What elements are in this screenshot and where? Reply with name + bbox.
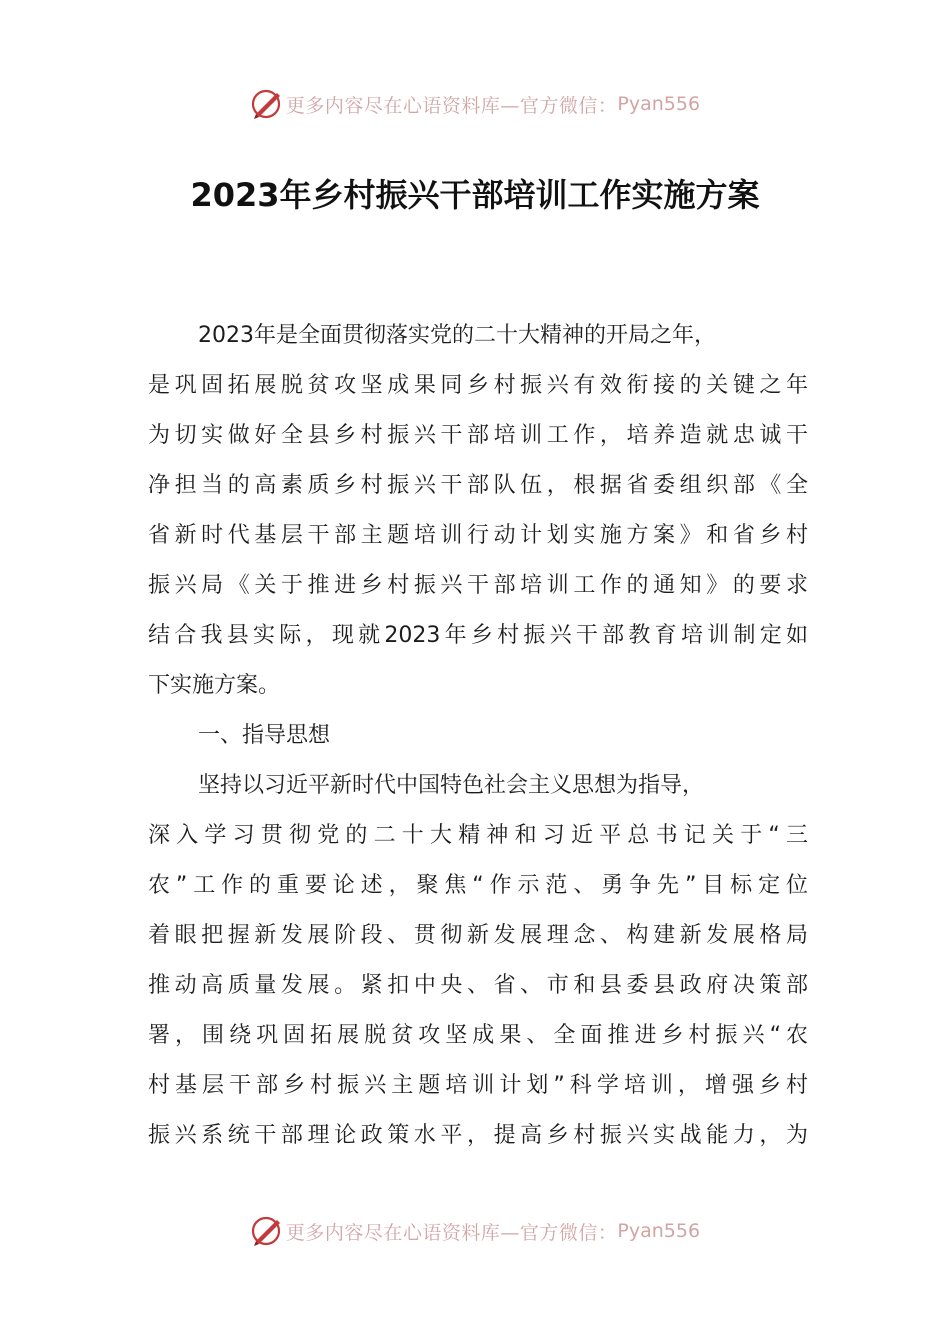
body-line: 是巩固拓展脱贫攻坚成果同乡村振兴有效衔接的关键之年	[148, 373, 808, 398]
watermark-text: 更多内容尽在心语资料库—官方微信：	[285, 94, 618, 117]
body-line: 署，围绕巩固拓展脱贫攻坚成果、全面推进乡村振兴“农	[148, 1023, 808, 1048]
pen-logo-icon	[250, 1214, 284, 1248]
section-heading: 一、指导思想	[198, 723, 331, 748]
watermark-account: Pyan556	[617, 93, 701, 115]
document-title: 2023年乡村振兴干部培训工作实施方案	[190, 176, 760, 214]
body-line: 振兴局《关于推进乡村振兴干部培训工作的通知》的要求	[148, 573, 808, 598]
body-line: 深入学习贯彻党的二十大精神和习近平总书记关于“三	[148, 823, 808, 848]
watermark-account: Pyan556	[617, 1220, 701, 1242]
body-line: 下实施方案。	[148, 673, 281, 698]
body-line: 农”工作的重要论述，聚焦“作示范、勇争先”目标定位	[148, 873, 808, 898]
body-line: 坚持以习近平新时代中国特色社会主义思想为指导，	[198, 773, 705, 798]
body-line: 净担当的高素质乡村振兴干部队伍，根据省委组织部《全	[148, 473, 808, 498]
watermark-banner-bottom	[0, 1211, 950, 1251]
pen-logo-icon	[250, 87, 284, 121]
body-line: 推动高质量发展。紧扣中央、省、市和县委县政府决策部	[148, 973, 808, 998]
body-line: 为切实做好全县乡村振兴干部培训工作，培养造就忠诚干	[148, 423, 808, 448]
body-line: 2023年是全面贯彻落实党的二十大精神的开局之年，	[198, 323, 716, 348]
watermark-banner-top	[0, 84, 950, 124]
body-line: 振兴系统干部理论政策水平，提高乡村振兴实战能力，为	[148, 1123, 808, 1148]
body-line: 着眼把握新发展阶段、贯彻新发展理念、构建新发展格局	[148, 923, 808, 948]
document-body	[148, 311, 808, 1161]
body-line: 省新时代基层干部主题培训行动计划实施方案》和省乡村	[148, 523, 808, 548]
body-line: 村基层干部乡村振兴主题培训计划”科学培训，增强乡村	[148, 1073, 808, 1098]
body-line: 结合我县实际，现就2023年乡村振兴干部教育培训制定如	[148, 623, 808, 648]
watermark-text: 更多内容尽在心语资料库—官方微信：	[285, 1221, 618, 1244]
